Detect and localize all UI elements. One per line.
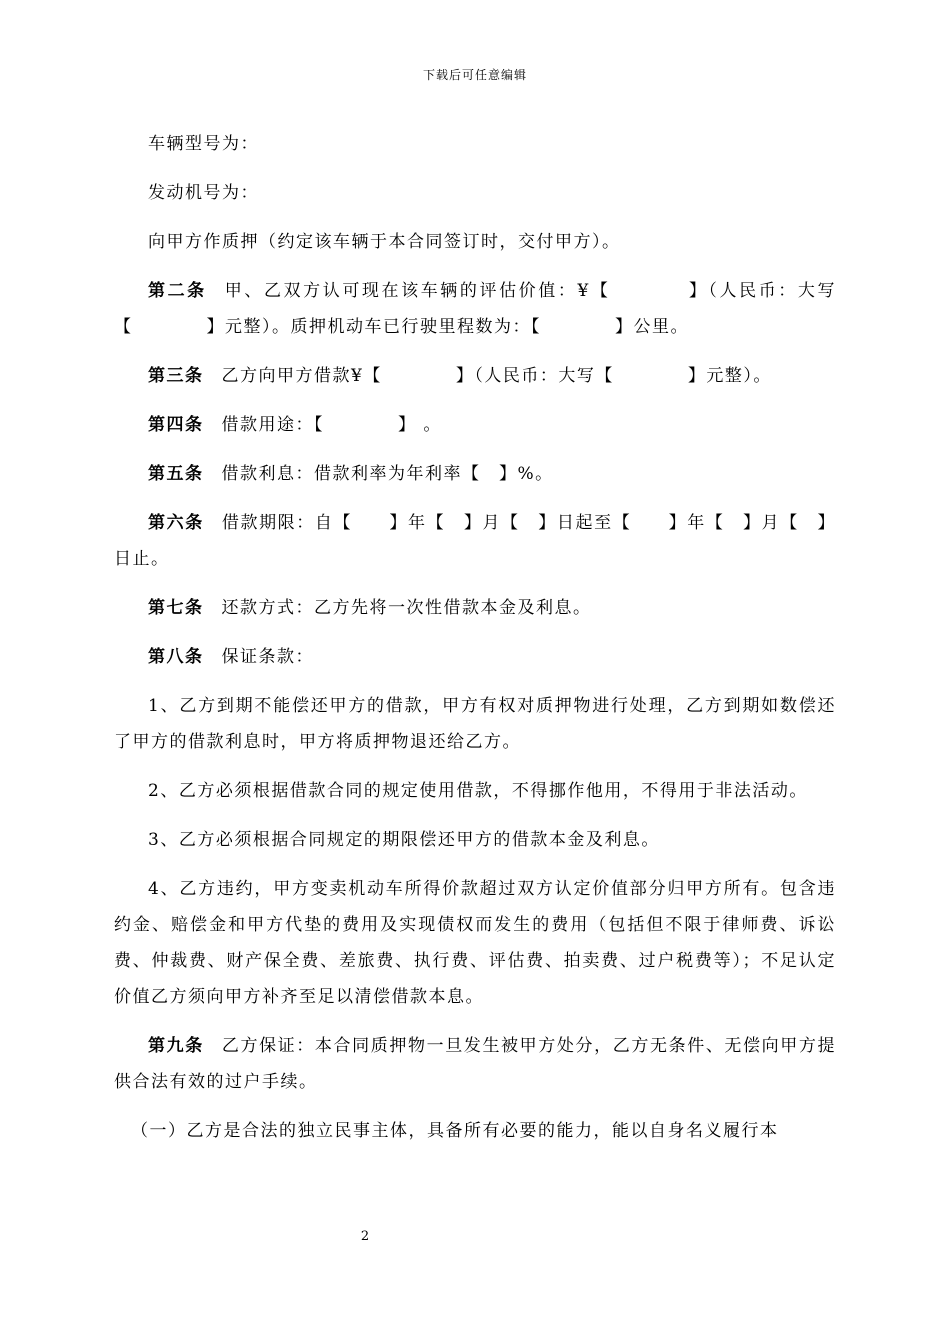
document-body (114, 126, 836, 1162)
page-number: 2 (360, 1229, 370, 1244)
clause-7: 第七条 还款方式：乙方先将一次性借款本金及利息。 (148, 598, 592, 618)
warranty-item-1: （一）乙方是合法的独立民事主体，具备所有必要的能力，能以自身名义履行本 (131, 1121, 779, 1141)
clause-9: 第九条 乙方保证：本合同质押物一旦发生被甲方处分，乙方无条件、无偿向甲方提供合法有效的过户手续。 (114, 1036, 836, 1092)
clause-label: 第四条 (148, 415, 204, 435)
clause-5: 第五条 借款利息：借款利率为年利率【 】%。 (148, 464, 554, 484)
guarantee-item-3: 3、乙方必须根据合同规定的期限偿还甲方的借款本金及利息。 (148, 830, 660, 850)
clause-label: 第九条 (148, 1036, 204, 1056)
clause-2: 第二条 甲、乙双方认可现在该车辆的评估价值：¥【 】（人民币：大写【 】元整）。质押机动车已行驶里程数为：【 】公里。 (114, 281, 836, 337)
clause-label: 第三条 (148, 366, 204, 386)
clause-label: 第六条 (148, 513, 204, 533)
guarantee-item-4: 4、乙方违约，甲方变卖机动车所得价款超过双方认定价值部分归甲方所有。包含违约金、赔偿金和甲方代垫的费用及实现债权而发生的费用（包括但不限于律师费、诉讼费、仲裁费、财产保全费、差旅费、执行费、评估费、拍卖费、过户税费等）；不足认定价值乙方须向甲方补齐至足以清偿借款本息。 (114, 879, 836, 1007)
clause-label: 第二条 (148, 281, 207, 301)
clause-label: 第八条 (148, 647, 204, 667)
clause-4: 第四条 借款用途：【 】 。 (148, 415, 442, 435)
clause-6: 第六条 借款期限：自【 】年【 】月【 】日起至【 】年【 】月【 】日止。 (114, 513, 836, 569)
guarantee-item-2: 2、乙方必须根据借款合同的规定使用借款，不得挪作他用，不得用于非法活动。 (148, 781, 808, 801)
guarantee-item-1: 1、乙方到期不能偿还甲方的借款，甲方有权对质押物进行处理，乙方到期如数偿还了甲方的借款利息时，甲方将质押物退还给乙方。 (114, 696, 836, 752)
paragraph-vehicle-model: 车辆型号为： (148, 134, 259, 154)
clause-label: 第七条 (148, 598, 204, 618)
paragraph-pledge: 向甲方作质押（约定该车辆于本合同签订时，交付甲方）。 (148, 232, 621, 252)
paragraph-engine-number: 发动机号为： (148, 183, 259, 203)
clause-8: 第八条 保证条款： (148, 647, 314, 667)
clause-label: 第五条 (148, 464, 204, 484)
clause-3: 第三条 乙方向甲方借款¥【 】（人民币：大写【 】元整）。 (148, 366, 772, 386)
page-header: 下载后可任意编辑 (422, 68, 527, 82)
